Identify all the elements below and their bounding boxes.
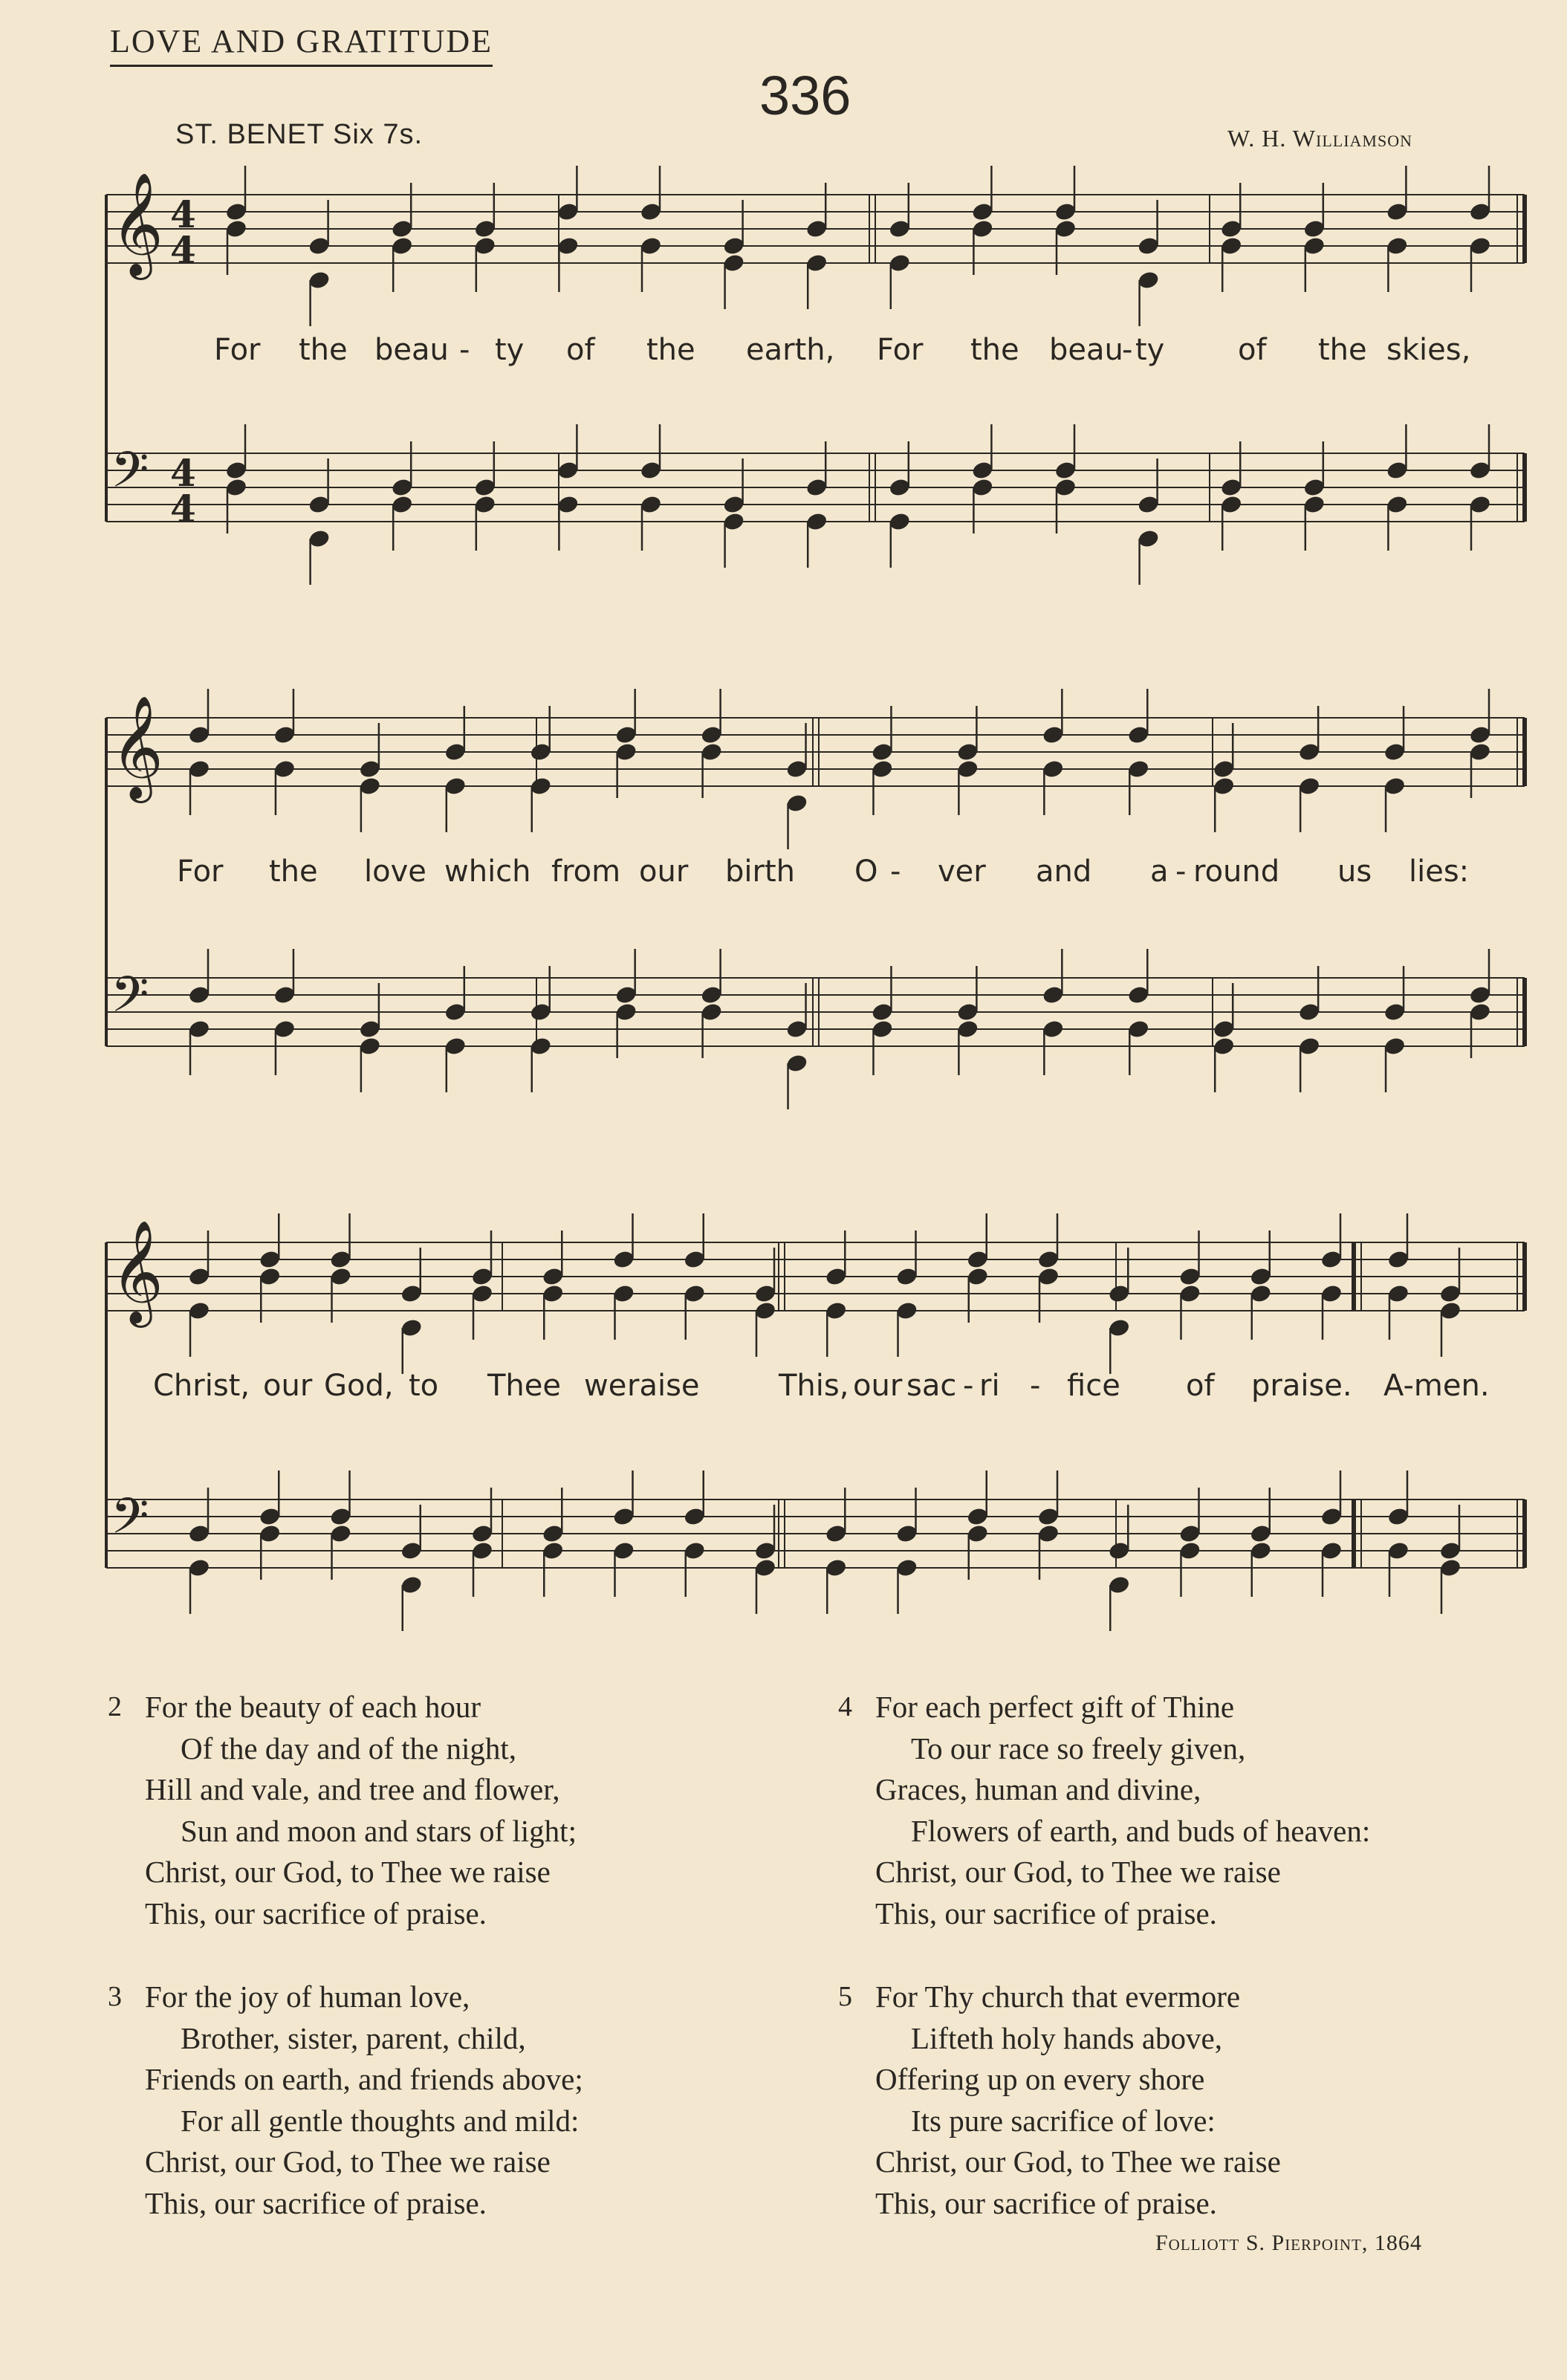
lyric-syllable: from [551,855,621,889]
time-signature-numerator: 4 [170,192,196,236]
verse-2 [108,1687,577,1934]
section-title: LOVE AND GRATITUDE [110,22,493,67]
composer-credit: W. H. Williamson [1227,125,1412,152]
lyric-syllable: - [1122,333,1133,367]
lyric-syllable: lies: [1409,855,1470,889]
lyric-syllable: - [1030,1369,1041,1403]
verse-5 [838,1977,1281,2224]
hymn-number: 336 [759,65,851,126]
verse-line: This, our sacrifice of praise. [875,2185,1217,2220]
lyric-syllable: - [459,333,470,367]
lyric-syllable: of [1238,333,1267,367]
verse-line: This, our sacrifice of praise. [145,1896,487,1930]
verse-line: Christ, our God, to Thee we raise [875,2144,1281,2179]
lyric-syllable: skies, [1386,333,1471,367]
lyric-syllable: Thee [487,1369,562,1403]
lyric-syllable: our [263,1369,313,1403]
verse-line: Brother, sister, parent, child, [181,2020,526,2055]
verse-line: Lifteth holy hands above, [911,2020,1223,2055]
verse-number: 4 [838,1691,852,1722]
lyric-syllable: earth, [746,333,835,367]
author-credit: Folliott S. Pierpoint, 1864 [1155,2231,1422,2255]
lyric-syllable: This, [779,1369,849,1403]
lyric-syllable: ri [979,1369,1000,1403]
verse-line: Hill and vale, and tree and flower, [145,1772,560,1806]
lyric-syllable: a [1150,855,1169,889]
verse-line: Graces, human and divine, [875,1772,1201,1806]
verse-line: Christ, our God, to Thee we raise [145,2144,551,2179]
lyric-syllable: ver [938,855,986,889]
lyric-syllable: our [639,855,689,889]
verse-4 [838,1687,1371,1934]
treble-clef-icon: 𝄞 [111,172,163,276]
verse-3 [108,1977,583,2224]
time-signature-denominator: 4 [170,487,196,531]
verse-line: For all gentle thoughts and mild: [181,2103,580,2138]
lyric-syllable: ty [495,333,525,367]
verse-line: Christ, our God, to Thee we raise [145,1855,551,1889]
verse-line: This, our sacrifice of praise. [145,2185,487,2220]
lyric-syllable: of [566,333,595,367]
lyric-syllable: For [877,333,924,367]
lyric-syllable: beau [1049,333,1123,367]
lyric-syllable: - [1175,855,1187,889]
lyric-syllable: A-men. [1383,1369,1490,1403]
lyric-syllable: ty [1135,333,1165,367]
lyric-syllable: For [177,855,224,889]
lyric-syllable: the [1318,333,1367,367]
lyric-syllable: us [1337,855,1372,889]
verse-line: Flowers of earth, and buds of heaven: [911,1813,1371,1848]
bass-clef-icon: 𝄢 [111,966,149,1035]
lyric-syllable: praise. [1251,1369,1352,1403]
tune-name: ST. BENET Six 7s. [175,119,424,150]
verse-number: 3 [108,1981,122,2012]
verse-line: Friends on earth, and friends above; [145,2062,583,2096]
lyric-syllable: God, [324,1369,394,1403]
lyric-syllable: the [269,855,318,889]
verse-line: For the beauty of each hour [145,1690,481,1724]
verse-line: For Thy church that evermore [875,1979,1241,2014]
lyric-syllable: birth [725,855,795,889]
verse-number: 5 [838,1981,852,2012]
verse-number: 2 [108,1691,122,1722]
bass-clef-icon: 𝄢 [111,1488,149,1557]
lyric-syllable: love [364,855,426,889]
lyric-syllable: and [1036,855,1092,889]
lyric-syllable: the [970,333,1019,367]
lyric-syllable: the [299,333,348,367]
bass-clef-icon: 𝄢 [111,441,149,510]
verse-line: Of the day and of the night, [181,1731,517,1765]
lyric-syllable: round [1193,855,1280,889]
verse-line: This, our sacrifice of praise. [875,1896,1217,1930]
verse-line: Its pure sacrifice of love: [911,2103,1216,2138]
lyric-syllable: beau [374,333,449,367]
verse-line: For each perfect gift of Thine [875,1690,1235,1724]
lyric-syllable: of [1186,1369,1215,1403]
lyric-syllable: Christ, [153,1369,250,1403]
time-signature-denominator: 4 [170,228,196,272]
lyric-syllable: the [646,333,695,367]
lyric-syllable: O [854,855,878,889]
lyric-syllable: - [963,1369,974,1403]
treble-clef-icon: 𝄞 [111,695,163,799]
lyric-syllable: fice [1067,1369,1120,1403]
time-signature-numerator: 4 [170,451,196,495]
verse-line: Offering up on every shore [875,2062,1205,2096]
lyric-syllable: our [853,1369,903,1403]
lyric-syllable: For [214,333,261,367]
lyric-syllable: - [890,855,901,889]
lyric-syllable: sac [906,1369,957,1403]
lyric-syllable: to [409,1369,439,1403]
lyric-syllable: raise [627,1369,700,1403]
verse-line: To our race so freely given, [911,1731,1246,1765]
treble-clef-icon: 𝄞 [111,1220,163,1323]
verse-line: For the joy of human love, [145,1979,470,2014]
verse-line: Sun and moon and stars of light; [181,1813,577,1848]
verse-line: Christ, our God, to Thee we raise [875,1855,1281,1889]
lyric-syllable: we [584,1369,627,1403]
lyric-syllable: which [444,855,531,889]
